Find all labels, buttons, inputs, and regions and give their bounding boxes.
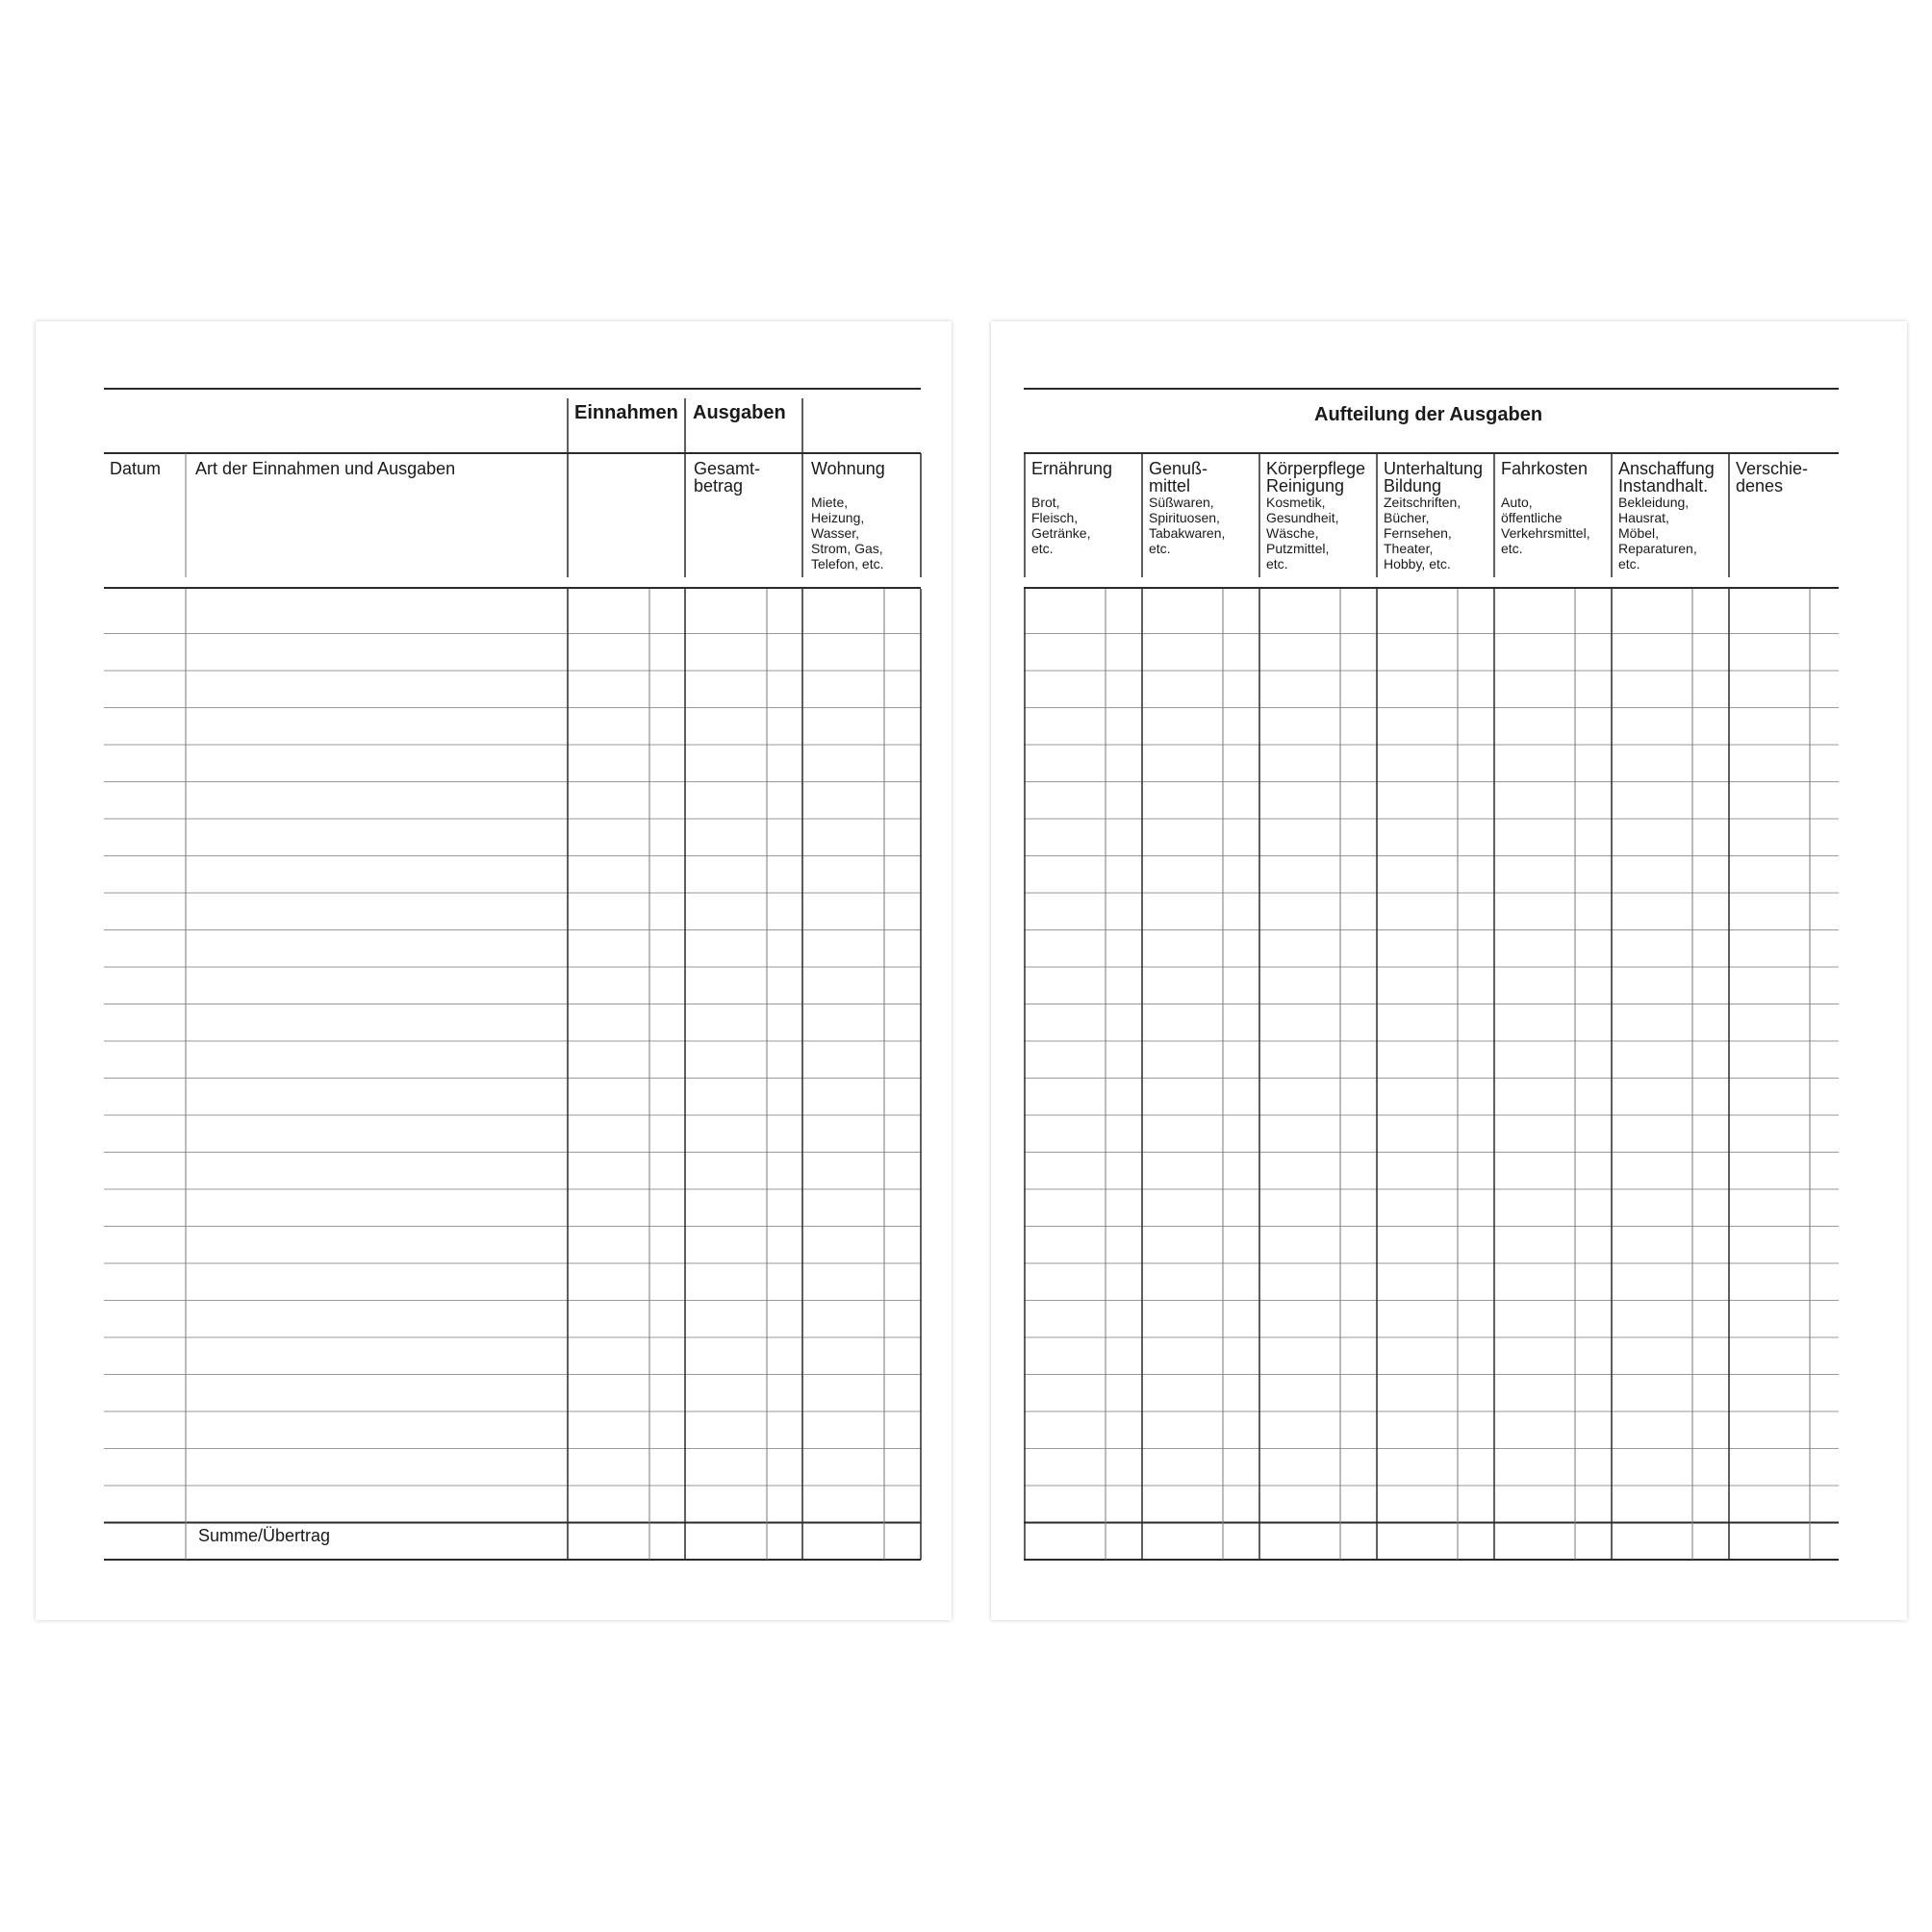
col-sub-ernaehrung: Brot, Fleisch, Getränke, etc. [1031,495,1091,556]
col-header-fahrkosten: Fahrkosten [1501,459,1589,478]
col-header-anschaffung: Anschaffung Instandhalt. [1618,459,1715,496]
col-header-unterhaltung: Unterhaltung Bildung [1384,459,1484,496]
aufteilung-title: Aufteilung der Ausgaben [1314,404,1543,425]
header-gesamtbetrag: Gesamt- betrag [694,459,761,496]
header-einnahmen: Einnahmen [574,402,678,423]
col-header-verschiedenes: Verschie- denes [1736,459,1809,496]
left-page [36,321,952,1620]
header-wohnung: Wohnung [811,459,885,478]
header-datum: Datum [110,459,162,478]
col-sub-anschaffung: Bekleidung, Hausrat, Möbel, Reparaturen, etc. [1618,495,1697,572]
col-sub-koerperpflege: Kosmetik, Gesundheit, Wäsche, Putzmittel, etc. [1266,495,1339,572]
right-page [991,321,1907,1620]
header-ausgaben: Ausgaben [693,402,786,423]
col-header-genussmittel: Genuß- mittel [1149,459,1208,496]
col-sub-unterhaltung: Zeitschriften, Bücher, Fernsehen, Theater, Hobby, etc. [1384,495,1462,572]
col-header-koerperpflege: Körperpflege Reinigung [1266,459,1366,496]
header-wohnung-sub: Miete, Heizung, Wasser, Strom, Gas, Telefon, etc. [811,495,884,572]
summe-uebertrag-label: Summe/Übertrag [198,1526,331,1545]
col-header-ernaehrung: Ernährung [1031,459,1113,478]
col-sub-fahrkosten: Auto, öffentliche Verkehrsmittel, etc. [1501,495,1590,556]
col-sub-genussmittel: Süßwaren, Spirituosen, Tabakwaren, etc. [1149,495,1226,556]
header-art: Art der Einnahmen und Ausgaben [195,459,456,478]
